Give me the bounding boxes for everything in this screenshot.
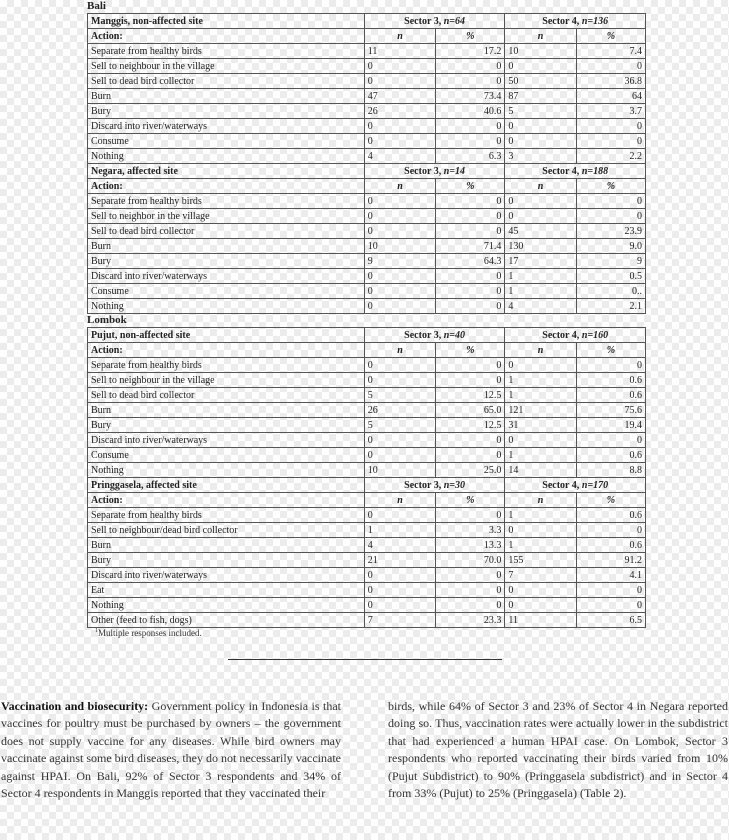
sector4-count: 0 (505, 194, 576, 209)
sector4-percent: 91.2 (576, 553, 645, 568)
table-row (88, 284, 646, 299)
sector3-percent: 64.3 (436, 254, 505, 269)
n-header: n (364, 29, 435, 44)
site-title: Negara, affected site (88, 164, 365, 179)
region-label-bali: Bali (87, 0, 106, 12)
n-header: n (505, 343, 576, 358)
sector3-count: 0 (364, 358, 435, 373)
table-row (88, 388, 646, 403)
sector4-percent: 0.6 (576, 508, 645, 523)
sector3-count: 4 (364, 149, 435, 164)
sector4-header (505, 478, 646, 493)
sector4-label: Sector 4, (542, 15, 582, 27)
sector3-percent: 6.3 (436, 149, 505, 164)
sector4-count: 31 (505, 418, 576, 433)
footnote-marker: 1 (95, 628, 98, 634)
sector4-count: 4 (505, 299, 576, 314)
sector4-percent: 9.0 (576, 239, 645, 254)
table-row (88, 433, 646, 448)
action-label: Bury (88, 553, 365, 568)
sector4-percent: 0 (576, 583, 645, 598)
sector3-percent: 0 (436, 358, 505, 373)
sector3-percent: 0 (436, 119, 505, 134)
table-row (88, 194, 646, 209)
sector3-percent: 0 (436, 598, 505, 613)
n-header: n (505, 493, 576, 508)
site-title: Pringgasela, affected site (88, 478, 365, 493)
sector4-label: Sector 4, (542, 329, 582, 341)
sector4-percent: 36.8 (576, 74, 645, 89)
sector4-percent: 9 (576, 254, 645, 269)
percent-header: % (576, 179, 645, 194)
table-row (88, 463, 646, 478)
sector4-header (505, 14, 646, 29)
sector3-count: 0 (364, 119, 435, 134)
table-column-header-row (88, 343, 646, 358)
table-row (88, 583, 646, 598)
table-row (88, 299, 646, 314)
sector3-percent: 0 (436, 568, 505, 583)
table-row (88, 373, 646, 388)
table-row (88, 568, 646, 583)
action-label: Sell to dead bird collector (88, 74, 365, 89)
sector3-percent: 0 (436, 583, 505, 598)
sector4-count: 1 (505, 284, 576, 299)
action-label: Separate from healthy birds (88, 194, 365, 209)
sector4-percent: 0.6 (576, 373, 645, 388)
sector3-percent: 65.0 (436, 403, 505, 418)
sector3-percent: 23.3 (436, 613, 505, 628)
sector3-percent: 0 (436, 209, 505, 224)
sector4-count: 1 (505, 538, 576, 553)
sector3-count: 0 (364, 224, 435, 239)
table-row (88, 89, 646, 104)
sector4-count: 17 (505, 254, 576, 269)
sector4-percent: 0.5 (576, 269, 645, 284)
table-column-header-row (88, 29, 646, 44)
action-label: Separate from healthy birds (88, 44, 365, 59)
sector4-count: 7 (505, 568, 576, 583)
table-title-row (88, 164, 646, 179)
sector4-count: 0 (505, 358, 576, 373)
sector4-percent: 2.1 (576, 299, 645, 314)
sector3-percent: 0 (436, 194, 505, 209)
table-row (88, 74, 646, 89)
sector3-percent: 0 (436, 433, 505, 448)
table-row (88, 44, 646, 59)
action-label: Other (feed to fish, dogs) (88, 613, 365, 628)
sector4-count: 155 (505, 553, 576, 568)
table-row (88, 104, 646, 119)
percent-header: % (436, 179, 505, 194)
action-label: Sell to neighbour/dead bird collector (88, 523, 365, 538)
action-label: Sell to dead bird collector (88, 224, 365, 239)
sector3-header (364, 14, 505, 29)
table-row (88, 358, 646, 373)
sector3-percent: 0 (436, 59, 505, 74)
action-label: Burn (88, 239, 365, 254)
action-label: Nothing (88, 598, 365, 613)
table-row (88, 119, 646, 134)
sector4-count: 0 (505, 59, 576, 74)
sector3-sample-size: n=40 (443, 329, 465, 341)
sector3-count: 0 (364, 74, 435, 89)
sector3-count: 7 (364, 613, 435, 628)
action-label: Discard into river/waterways (88, 119, 365, 134)
sector4-count: 50 (505, 74, 576, 89)
percent-header: % (436, 29, 505, 44)
sector4-count: 0 (505, 523, 576, 538)
percent-header: % (576, 29, 645, 44)
sector3-count: 0 (364, 209, 435, 224)
table-row (88, 523, 646, 538)
sector4-count: 0 (505, 583, 576, 598)
sector3-count: 0 (364, 284, 435, 299)
table-column-header-row (88, 179, 646, 194)
sector4-sample-size: n=170 (581, 479, 609, 491)
action-label: Bury (88, 254, 365, 269)
sector4-count: 130 (505, 239, 576, 254)
sector3-count: 21 (364, 553, 435, 568)
table-row (88, 508, 646, 523)
table-title-row (88, 14, 646, 29)
table-row (88, 418, 646, 433)
sector4-percent: 7.4 (576, 44, 645, 59)
sector3-sample-size: n=14 (443, 165, 465, 177)
sector3-count: 26 (364, 403, 435, 418)
table-row (88, 448, 646, 463)
sector4-percent: 0.6 (576, 388, 645, 403)
percent-header: % (576, 343, 645, 358)
table-row (88, 254, 646, 269)
table-row (88, 613, 646, 628)
sector4-count: 45 (505, 224, 576, 239)
sector3-count: 0 (364, 269, 435, 284)
sector3-percent: 70.0 (436, 553, 505, 568)
sector3-percent: 0 (436, 134, 505, 149)
sector3-count: 0 (364, 373, 435, 388)
table-column-header-row (88, 493, 646, 508)
sector3-count: 0 (364, 134, 435, 149)
action-label: Burn (88, 89, 365, 104)
sector3-percent: 0 (436, 448, 505, 463)
action-label: Burn (88, 403, 365, 418)
sector4-count: 1 (505, 508, 576, 523)
region-label-lombok: Lombok (87, 314, 127, 326)
sector3-label: Sector 3, (404, 165, 444, 177)
sector4-percent: 0 (576, 134, 645, 149)
sector4-percent: 0 (576, 598, 645, 613)
table-row (88, 149, 646, 164)
sector4-count: 1 (505, 448, 576, 463)
sector4-count: 0 (505, 433, 576, 448)
action-header: Action: (88, 29, 365, 44)
sector3-count: 5 (364, 388, 435, 403)
action-label: Sell to dead bird collector (88, 388, 365, 403)
sector4-percent: 0.6 (576, 448, 645, 463)
sector4-count: 0 (505, 119, 576, 134)
action-label: Discard into river/waterways (88, 433, 365, 448)
sector3-count: 1 (364, 523, 435, 538)
action-label: Nothing (88, 149, 365, 164)
sector3-count: 47 (364, 89, 435, 104)
action-label: Sell to neighbour in the village (88, 373, 365, 388)
sector4-count: 1 (505, 373, 576, 388)
table-row (88, 553, 646, 568)
sector4-percent: 23.9 (576, 224, 645, 239)
sector4-count: 14 (505, 463, 576, 478)
table-row (88, 403, 646, 418)
table-row (88, 239, 646, 254)
sector4-percent: 2.2 (576, 149, 645, 164)
action-label: Sell to neighbour in the village (88, 59, 365, 74)
section-heading: Vaccination and biosecurity: (1, 699, 149, 713)
n-header: n (364, 179, 435, 194)
sector3-count: 11 (364, 44, 435, 59)
sector3-percent: 73.4 (436, 89, 505, 104)
sector4-percent: 0.. (576, 284, 645, 299)
table-title-row (88, 328, 646, 343)
sector3-count: 0 (364, 583, 435, 598)
sector3-label: Sector 3, (404, 479, 444, 491)
sector3-percent: 12.5 (436, 418, 505, 433)
sector3-percent: 0 (436, 373, 505, 388)
section-divider (228, 659, 502, 660)
sector4-header (505, 328, 646, 343)
sector4-count: 121 (505, 403, 576, 418)
action-label: Nothing (88, 463, 365, 478)
sector4-percent: 0 (576, 209, 645, 224)
n-header: n (364, 493, 435, 508)
percent-header: % (436, 343, 505, 358)
sector4-count: 10 (505, 44, 576, 59)
sector3-count: 9 (364, 254, 435, 269)
sector3-percent: 0 (436, 224, 505, 239)
sector3-percent: 0 (436, 508, 505, 523)
sector3-header (364, 164, 505, 179)
table-row (88, 59, 646, 74)
body-text-left: Government policy in Indonesia is that vaccines for poultry must be purchased by owners – the government does not supply vaccine for any diseases. While bird owners may vaccinate against some bird diseases, they do not necessarily vaccinate against HPAI. On Bali, 92% of Sector 3 respondents and 34% of Sector 4 respondents in Manggis reported that they vaccinated their (1, 699, 341, 801)
sector4-percent: 0 (576, 523, 645, 538)
sector4-percent: 0 (576, 119, 645, 134)
action-label: Sell to neighbor in the village (88, 209, 365, 224)
disposal-table-manggis (87, 13, 646, 164)
sector4-count: 5 (505, 104, 576, 119)
action-label: Bury (88, 418, 365, 433)
disposal-table-pringgasela (87, 477, 646, 628)
action-label: Discard into river/waterways (88, 269, 365, 284)
sector3-count: 0 (364, 194, 435, 209)
sector4-percent: 64 (576, 89, 645, 104)
sector4-count: 3 (505, 149, 576, 164)
sector3-count: 10 (364, 463, 435, 478)
sector3-percent: 0 (436, 269, 505, 284)
sector4-count: 11 (505, 613, 576, 628)
sector4-percent: 0 (576, 358, 645, 373)
sector4-count: 0 (505, 134, 576, 149)
action-label: Consume (88, 134, 365, 149)
sector4-count: 1 (505, 269, 576, 284)
sector3-percent: 0 (436, 74, 505, 89)
sector4-percent: 75.6 (576, 403, 645, 418)
action-header: Action: (88, 179, 365, 194)
action-header: Action: (88, 493, 365, 508)
sector3-sample-size: n=64 (443, 15, 465, 27)
sector3-count: 0 (364, 508, 435, 523)
body-text-right: birds, while 64% of Sector 3 and 23% of Sector 4 in Negara reported doing so. Thus, vaccination rates were actually lower in the subdistrict that had experienced a human HPAI case. On Lombok, Sector 3 respondents who reported vaccinating their birds varied from 10% (Pujut Subdistrict) to 90% (Pringgasela subdistrict) and in Sector 4 from 33% (Pujut) to 25% (Pringgasela) (Table 2). (388, 699, 728, 801)
sector3-count: 10 (364, 239, 435, 254)
table-row (88, 224, 646, 239)
sector3-count: 26 (364, 104, 435, 119)
sector4-count: 1 (505, 388, 576, 403)
sector4-percent: 0 (576, 194, 645, 209)
sector3-count: 5 (364, 418, 435, 433)
action-header: Action: (88, 343, 365, 358)
action-label: Discard into river/waterways (88, 568, 365, 583)
sector4-percent: 19.4 (576, 418, 645, 433)
sector3-count: 4 (364, 538, 435, 553)
table-row (88, 538, 646, 553)
sector3-count: 0 (364, 568, 435, 583)
action-label: Burn (88, 538, 365, 553)
table-row (88, 209, 646, 224)
sector4-sample-size: n=136 (581, 15, 609, 27)
sector4-sample-size: n=188 (581, 165, 609, 177)
sector4-percent: 8.8 (576, 463, 645, 478)
body-column-right (388, 698, 728, 802)
footnote-text: Multiple responses included. (98, 628, 202, 638)
action-label: Consume (88, 448, 365, 463)
table-row (88, 598, 646, 613)
sector4-percent: 0 (576, 433, 645, 448)
sector3-label: Sector 3, (404, 329, 444, 341)
n-header: n (505, 29, 576, 44)
disposal-table-negara (87, 163, 646, 314)
sector4-label: Sector 4, (542, 479, 582, 491)
site-title: Pujut, non-affected site (88, 328, 365, 343)
sector3-percent: 3.3 (436, 523, 505, 538)
sector3-count: 0 (364, 59, 435, 74)
percent-header: % (436, 493, 505, 508)
percent-header: % (576, 493, 645, 508)
sector3-percent: 12.5 (436, 388, 505, 403)
sector3-count: 0 (364, 433, 435, 448)
n-header: n (364, 343, 435, 358)
sector4-percent: 3.7 (576, 104, 645, 119)
sector3-percent: 13.3 (436, 538, 505, 553)
action-label: Eat (88, 583, 365, 598)
sector4-header (505, 164, 646, 179)
sector3-header (364, 478, 505, 493)
sector3-percent: 0 (436, 284, 505, 299)
sector4-percent: 6.5 (576, 613, 645, 628)
table-footnote (95, 628, 202, 638)
table-title-row (88, 478, 646, 493)
sector3-count: 0 (364, 448, 435, 463)
sector4-count: 0 (505, 598, 576, 613)
sector4-sample-size: n=160 (581, 329, 609, 341)
action-label: Bury (88, 104, 365, 119)
sector4-percent: 0.6 (576, 538, 645, 553)
table-row (88, 269, 646, 284)
sector4-count: 0 (505, 209, 576, 224)
disposal-table-pujut (87, 327, 646, 478)
sector3-percent: 40.6 (436, 104, 505, 119)
n-header: n (505, 179, 576, 194)
sector4-label: Sector 4, (542, 165, 582, 177)
sector4-count: 87 (505, 89, 576, 104)
site-title: Manggis, non-affected site (88, 14, 365, 29)
sector3-percent: 0 (436, 299, 505, 314)
sector3-percent: 25.0 (436, 463, 505, 478)
action-label: Nothing (88, 299, 365, 314)
action-label: Separate from healthy birds (88, 358, 365, 373)
sector3-count: 0 (364, 299, 435, 314)
table-row (88, 134, 646, 149)
sector4-percent: 0 (576, 59, 645, 74)
sector3-count: 0 (364, 598, 435, 613)
sector3-percent: 71.4 (436, 239, 505, 254)
sector3-percent: 17.2 (436, 44, 505, 59)
sector3-sample-size: n=30 (443, 479, 465, 491)
sector3-label: Sector 3, (404, 15, 444, 27)
sector4-percent: 4.1 (576, 568, 645, 583)
action-label: Separate from healthy birds (88, 508, 365, 523)
body-column-left (1, 698, 341, 802)
action-label: Consume (88, 284, 365, 299)
sector3-header (364, 328, 505, 343)
